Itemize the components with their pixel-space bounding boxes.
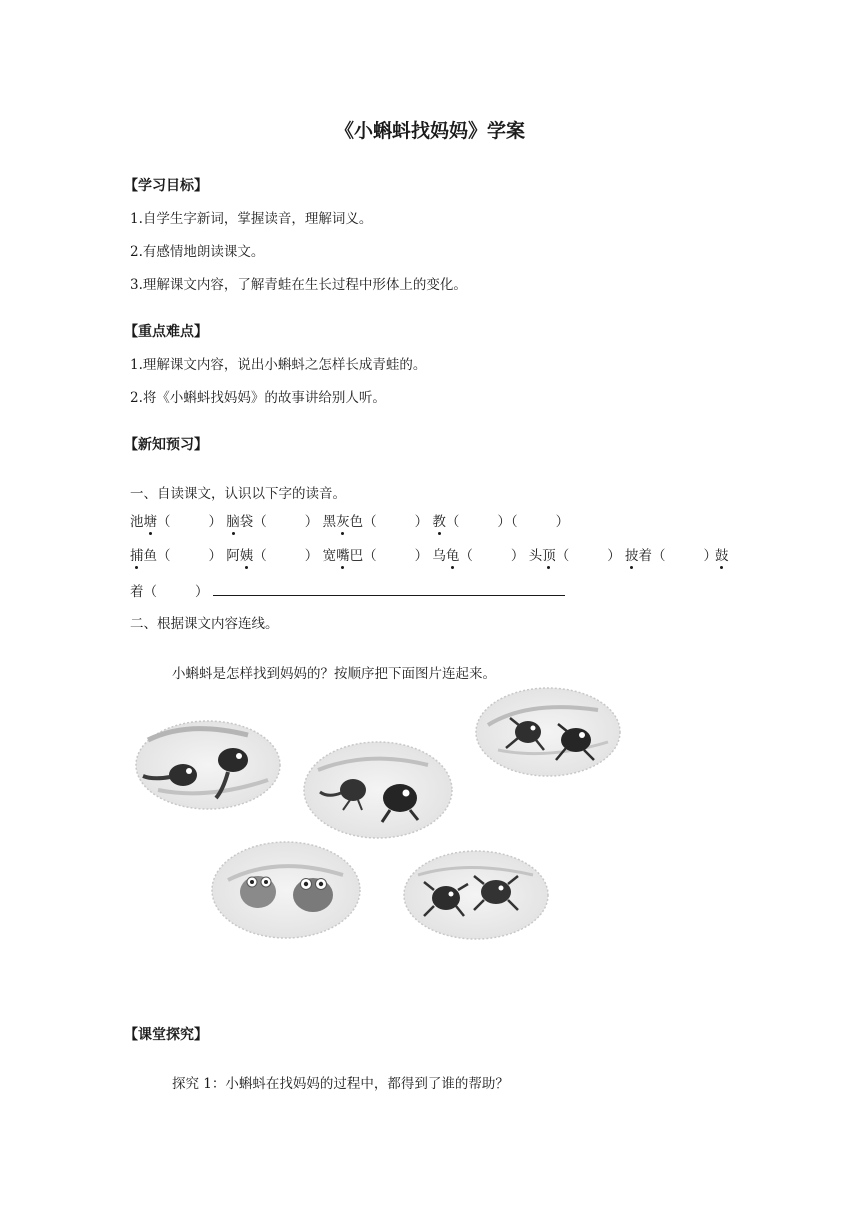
page-title: 《小蝌蚪找妈妈》学案 [334,120,525,142]
pinyin-row-3: 着（ ） [130,580,565,600]
word-item: 阿姨（ ） [226,544,318,564]
explore-question-1: 探究 1：小蝌蚪在找妈妈的过程中，都得到了谁的帮助？ [172,1076,509,1092]
explore-heading: 【课堂探究】 [124,1027,208,1043]
stage-oval-frogs[interactable] [212,842,360,938]
word-item: 乌龟（ ） [432,544,524,564]
stage-oval-tadpoles[interactable] [136,721,280,809]
goal-item: 2.有感情地朗读课文。 [130,244,265,260]
word-item: 披着（ ） [625,544,717,564]
word-item-wrap: 鼓 [715,544,729,564]
word-item: 宽嘴巴（ ） [323,544,429,564]
goal-item: 1.自学生字新词，掌握读音，理解词义。 [130,211,373,227]
answer-line [213,583,565,596]
word-item: 捕鱼（ ） [130,544,222,564]
goal-item: 3.理解课文内容，了解青蛙在生长过程中形体上的变化。 [130,277,467,293]
keypoints-heading: 【重点难点】 [124,324,208,340]
stage-oval-front-legs[interactable] [476,688,620,776]
pinyin-row-1 [130,510,569,530]
word-item: 头顶（ ） [529,544,621,564]
pinyin-row-2 [130,544,717,564]
stage-oval-hind-legs[interactable] [304,742,452,838]
word-item: 教（ ）（ ） [432,510,569,530]
preview-question-2: 二、根据课文内容连线。 [130,616,279,632]
word-item: 脑袋（ ） [226,510,318,530]
stage-oval-four-legs[interactable] [404,851,548,939]
keypoint-item: 2.将《小蝌蚪找妈妈》的故事讲给别人听。 [130,390,386,406]
goals-heading: 【学习目标】 [124,178,208,194]
preview-question-2-prompt: 小蝌蚪是怎样找到妈妈的？按顺序把下面图片连起来。 [172,666,496,682]
word-item: 黑灰色（ ） [323,510,429,530]
preview-question-1: 一、自读课文，认识以下字的读音。 [130,486,346,502]
tadpole-stages-illustration [128,680,688,950]
word-item: 池塘（ ） [130,510,222,530]
preview-heading: 【新知预习】 [124,437,208,453]
keypoint-item: 1.理解课文内容，说出小蝌蚪之怎样长成青蛙的。 [130,357,427,373]
